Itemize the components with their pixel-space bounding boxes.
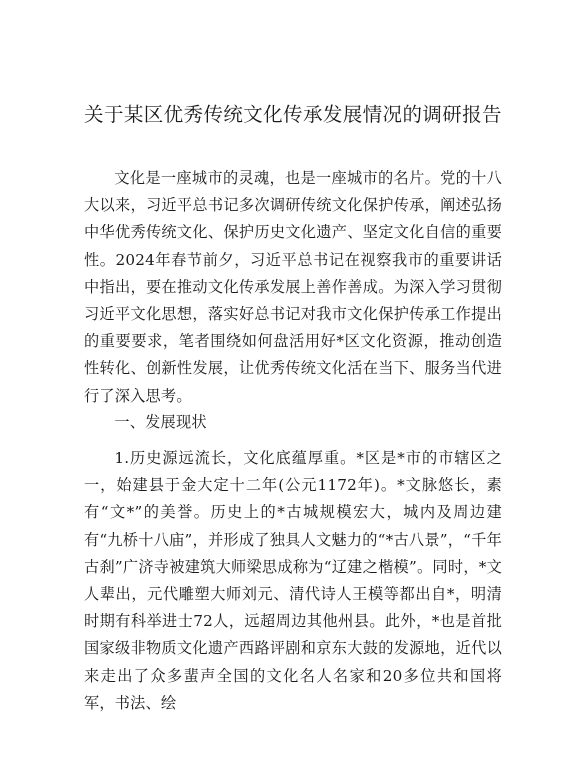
section-paragraph: 1.历史源远流长，文化底蕴厚重。*区是*市的市辖区之一，始建县于金大定十二年(公元1172年)。*文脉悠长，素有“文*”的美誉。历史上的*古城规模宏大，城内及周边建有“九桥十八庙”，并形成了独具人文魅力的“*古八景”，“千年古刹”广济寺被建筑大师梁思成称为“辽建之楷模”。同时，*文人辈出，元代雕塑大师刘元、清代诗人王模等都出自*，明清时期有科举进士72人，远超周边其他州县。此外，*也是首批国家级非物质文化遗产西路评剧和京东大鼓的发源地，近代以来走出了众多蜚声全国的文化名人名家和20多位共和国将军，书法、绘 — [84, 449, 502, 712]
section-heading: 一、发展现状 — [114, 413, 207, 431]
intro-paragraph: 文化是一座城市的灵魂，也是一座城市的名片。党的十八大以来，习近平总书记多次调研传统文化保护传承，阐述弘扬中华优秀传统文化、保护历史文化遗产、坚定文化自信的重要性。2024年春节前夕，习近平总书记在视察我市的重要讲话中指出，要在推动文化传承发展上善作善成。为深入学习贯彻习近平文化思想，落实好总书记对我市文化保护传承工作提出的重要要求，笔者围绕如何盘活用好*区文化资源，推动创造性转化、创新性发展，让优秀传统文化活在当下、服务当代进行了深入思考。 — [84, 169, 502, 405]
document-title: 关于某区优秀传统文化传承发展情况的调研报告 — [84, 103, 502, 126]
